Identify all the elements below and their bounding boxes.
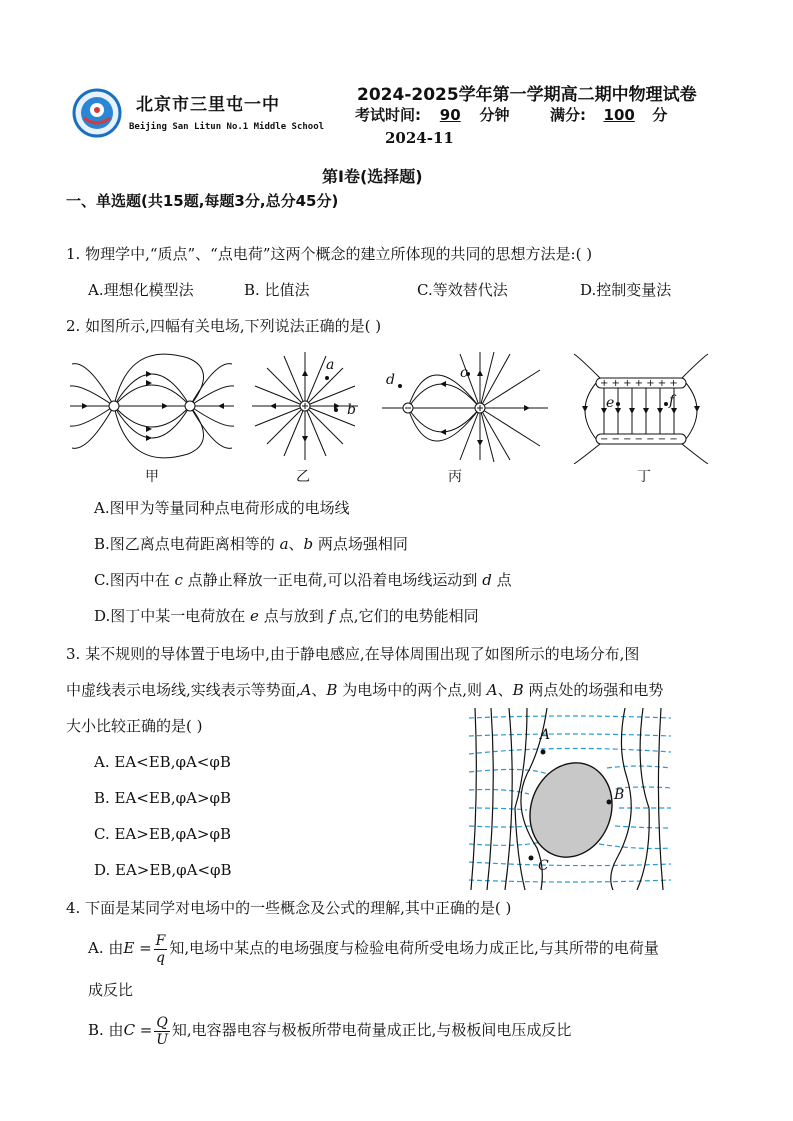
point-d-label: d <box>386 372 395 388</box>
q3-option-d: D. EA>EB,φA<φB <box>94 861 232 879</box>
point-b-label: b <box>347 402 356 418</box>
exam-title: 2024-2025学年第一学期高二期中物理试卷 <box>357 85 697 105</box>
score-label: 满分: <box>549 106 586 124</box>
svg-text:+ + + + + + +: + + + + + + + <box>600 378 678 389</box>
figure-jia-label: 甲 <box>145 469 159 485</box>
q2-option-c: C.图丙中在 c 点静止释放一正电荷,可以沿着电场线运动到 d 点 <box>94 571 512 589</box>
q1-option-c: C.等效替代法 <box>417 281 508 299</box>
q1-stem: 1. 物理学中,“质点”、“点电荷”这两个概念的建立所体现的共同的思想方法是:( ) <box>66 245 593 263</box>
section-title: 第I卷(选择题) <box>322 167 423 186</box>
q3-option-c: C. EA>EB,φA>φB <box>94 825 231 843</box>
time-label: 考试时间: <box>355 106 421 124</box>
q2-option-a: A.图甲为等量同种点电荷形成的电场线 <box>94 499 350 517</box>
exam-meta <box>355 104 667 125</box>
q3-line3: 大小比较正确的是( ) <box>66 717 203 735</box>
q2-option-d: D.图丁中某一电荷放在 e 点与放到 f 点,它们的电势能相同 <box>94 607 479 625</box>
q2-option-b: B.图乙离点电荷距离相等的 a、b 两点场强相同 <box>94 535 408 553</box>
time-value: 90 <box>439 106 461 124</box>
part-title: 一、单选题(共15题,每题3分,总分45分) <box>66 192 339 210</box>
q4-option-a-cont: 成反比 <box>88 981 134 999</box>
point-e-label: e <box>606 395 615 411</box>
figure-ding-label: 丁 <box>637 469 651 485</box>
q3-point-a-label: A <box>540 727 551 743</box>
figure-jia <box>68 350 236 462</box>
exam-date: 2024-11 <box>385 129 454 147</box>
q3-option-b: B. EA<EB,φA>φB <box>94 789 232 807</box>
q1-option-b: B. 比值法 <box>244 281 310 299</box>
q4-stem: 4. 下面是某同学对电场中的一些概念及公式的理解,其中正确的是( ) <box>66 899 512 917</box>
q1-option-a: A.理想化模型法 <box>88 281 194 299</box>
point-c-label: c <box>460 365 468 381</box>
time-unit: 分钟 <box>479 106 510 124</box>
fraction-q-over-u: $\frac{Q}{U}$ <box>156 1014 169 1048</box>
svg-text:− − − − − − −: − − − − − − − <box>600 434 678 445</box>
fraction-f-over-q: $\frac{F}{q}$ <box>155 932 166 966</box>
figure-conductor-field <box>467 708 673 890</box>
figure-ding <box>570 352 712 464</box>
point-f-label: f <box>669 393 675 409</box>
q3-line1: 3. 某不规则的导体置于电场中,由于静电感应,在导体周围出现了如图所示的电场分布,图 <box>66 645 640 663</box>
q4-option-b: B. 由C = $\frac{Q}{U}$ 知,电容器电容与极板所带电荷量成正比,与极板间电压成反比 <box>88 1014 572 1048</box>
q3-option-a: A. EA<EB,φA<φB <box>94 753 231 771</box>
school-logo-icon <box>72 88 122 138</box>
q2-stem: 2. 如图所示,四幅有关电场,下列说法正确的是( ) <box>66 317 382 335</box>
figure-yi <box>250 350 360 462</box>
score-unit: 分 <box>652 106 668 124</box>
q3-point-b-label: B <box>614 787 625 803</box>
q3-point-c-label: C <box>538 858 549 874</box>
school-name-cn: 北京市三里屯一中 <box>136 95 280 115</box>
q1-option-d: D.控制变量法 <box>580 281 672 299</box>
figure-yi-label: 乙 <box>296 469 310 485</box>
q4-option-a: A. 由E = $\frac{F}{q}$ 知,电场中某点的电场强度与检验电荷所受电场力成正比,与其所带的电荷量 <box>88 932 659 966</box>
q3-line2: 中虚线表示电场线,实线表示等势面,A、B 为电场中的两个点,则 A、B 两点处的场强和电势 <box>66 681 664 699</box>
score-value: 100 <box>603 106 635 124</box>
school-name-en: Beijing San Litun No.1 Middle School <box>129 122 325 132</box>
figure-bing-label: 丙 <box>448 469 462 485</box>
school-logo <box>72 88 122 138</box>
point-a-label: a <box>326 357 335 373</box>
